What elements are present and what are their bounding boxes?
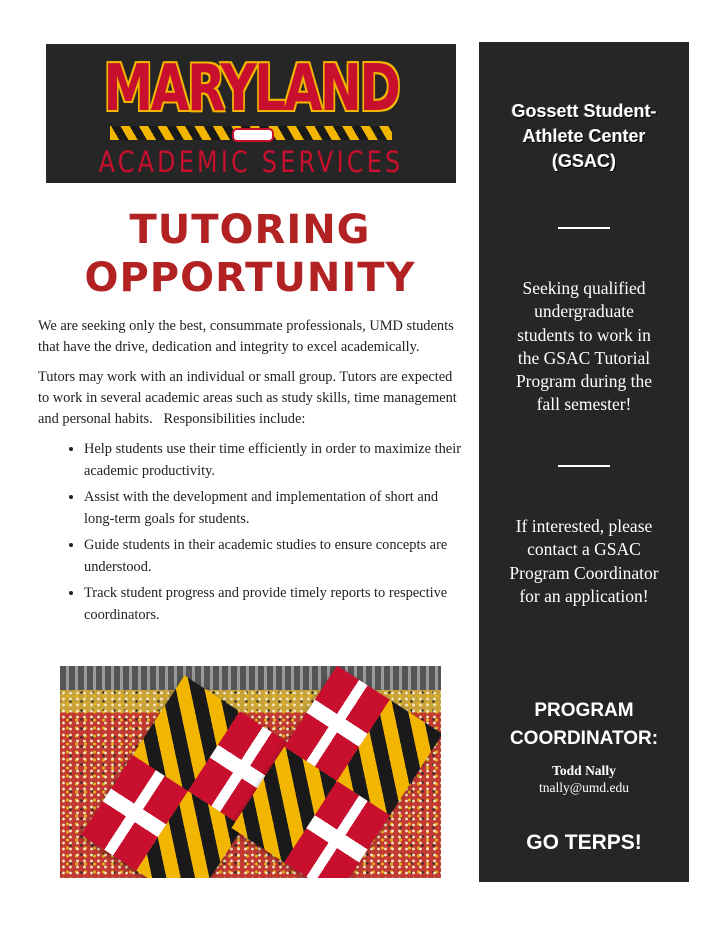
coordinator-heading [479, 697, 689, 753]
intro-paragraph-2: Tutors may work with an individual or small group. Tutors are expected to work in several academic areas such as study skills, time management and personal habits. Responsibilities include: [38, 369, 461, 427]
responsibilities-list [38, 439, 464, 626]
coordinator-heading-line: COORDINATOR: [509, 728, 659, 749]
seeking-line: Seeking qualified [522, 278, 646, 298]
body-copy [38, 316, 464, 631]
closing-slogan: GO TERPS! [526, 831, 642, 854]
logo-flag-mark [232, 128, 274, 142]
stadium-stands [60, 666, 441, 690]
sidebar-divider [558, 227, 610, 229]
intro-paragraph-1: We are seeking only the best, consummate professionals, UMD students that have the drive, dedication and integrity to excel academically. [38, 318, 454, 355]
logo-wordmark: MARYLAND [103, 52, 399, 126]
sidebar-title-line: Gossett Student- [511, 101, 657, 121]
title-line-1: TUTORING [129, 207, 371, 253]
sidebar-divider [558, 465, 610, 467]
coordinator-contact [479, 762, 689, 796]
coordinator-email: tnally@umd.edu [538, 780, 630, 795]
title-line-2: OPPORTUNITY [84, 255, 416, 301]
list-item: • Assist with the development and implementation of short and long-term goals for students. [84, 487, 464, 530]
interest-text [489, 515, 679, 608]
coordinator-heading-line: PROGRAM [534, 700, 634, 721]
seeking-line: fall semester! [536, 394, 632, 415]
list-item: • Help students use their time efficiently in order to maximize their academic productivity. [84, 439, 464, 482]
list-item: • Track student progress and provide timely reports to respective coordinators. [84, 583, 464, 626]
maryland-academic-services-logo [46, 44, 456, 183]
interest-line: Program Coordinator [509, 562, 659, 583]
seeking-line: Program during the [515, 371, 653, 392]
seeking-line: the GSAC Tutorial [517, 347, 651, 368]
sidebar-title-line: (GSAC) [552, 151, 616, 171]
seeking-line: undergraduate [534, 301, 634, 322]
seeking-text [489, 277, 679, 417]
sidebar-title-line: Athlete Center [522, 126, 646, 146]
coordinator-name: Todd Nally [552, 763, 616, 778]
interest-line: contact a GSAC [527, 539, 641, 560]
sidebar-title [479, 99, 689, 174]
interest-line: for an application! [519, 585, 649, 606]
gsac-sidebar [479, 42, 689, 882]
page-title [40, 206, 460, 302]
logo-subtitle: ACADEMIC SERVICES [98, 145, 404, 179]
list-item: • Guide students in their academic studies to ensure concepts are understood. [84, 535, 464, 578]
seeking-line: students to work in [517, 324, 651, 345]
interest-line: If interested, please [515, 516, 653, 536]
stadium-crowd-photo [60, 666, 441, 878]
